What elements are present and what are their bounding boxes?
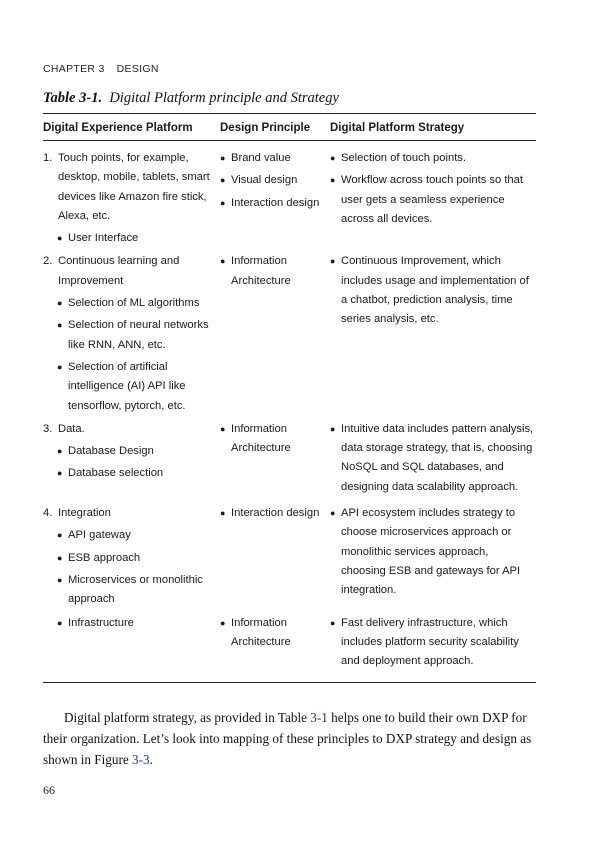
strategy-item: ● Workflow across touch points so that user gets a seamless experience across all devices.	[330, 171, 536, 229]
strategy-cell	[330, 420, 536, 500]
principle-item: ● Visual design	[220, 171, 330, 190]
principle-strategy-table	[43, 113, 536, 683]
body-paragraph: Digital platform strategy, as provided in Table 3-1 helps one to build their own DXP for their organization. Let’s look into mapping of these principles to DXP strategy and design as shown in Figure 3-3.	[43, 710, 532, 767]
bullet-icon: ●	[57, 320, 63, 331]
principle-cell	[220, 504, 330, 609]
bullet-icon: ●	[220, 256, 226, 267]
platform-sub-item: ● Database Design	[43, 442, 220, 461]
header-strategy: Digital Platform Strategy	[330, 122, 465, 134]
platform-sub-item: ● Infrastructure	[43, 614, 220, 633]
principle-item: ● Information Architecture	[220, 420, 330, 459]
section-label: DESIGN	[116, 63, 159, 75]
bullet-icon: ●	[57, 530, 63, 541]
bullet-icon: ●	[57, 552, 63, 563]
strategy-item: ● Selection of touch points.	[330, 149, 536, 168]
strategy-item: ● Continuous Improvement, which includes usage and implementation of a chatbot, prediction analysis, time series analysis, etc.	[330, 252, 536, 329]
principle-cell	[220, 614, 330, 675]
platform-lead	[43, 149, 220, 226]
bullet-icon: ●	[330, 617, 336, 628]
platform-lead	[43, 504, 220, 523]
header-principle: Design Principle	[220, 122, 311, 134]
platform-sub-item: ● Microservices or monolithic approach	[43, 571, 220, 610]
principle-item: ● Interaction design	[220, 504, 330, 523]
row-number: 1.	[43, 152, 53, 164]
bullet-icon: ●	[330, 256, 336, 267]
strategy-cell	[330, 252, 536, 415]
platform-sub-item: ● ESB approach	[43, 549, 220, 568]
bullet-icon: ●	[220, 175, 226, 186]
table-reference-link[interactable]: 3-1	[310, 710, 328, 725]
bullet-icon: ●	[220, 197, 226, 208]
running-header	[43, 63, 159, 75]
chapter-label: CHAPTER 3	[43, 63, 105, 75]
platform-text: Data.	[58, 422, 85, 435]
bullet-icon: ●	[57, 361, 63, 372]
table-row	[43, 141, 536, 248]
table-row	[43, 420, 536, 500]
bullet-icon: ●	[57, 468, 63, 479]
bullet-icon: ●	[220, 153, 226, 163]
strategy-cell	[330, 504, 536, 609]
platform-sub-item: ● Database selection	[43, 464, 220, 483]
platform-cell	[43, 420, 220, 500]
strategy-cell	[330, 149, 536, 248]
strategy-item: ● Intuitive data includes pattern analysis, data storage strategy, that is, choosing NoSQL and SQL databases, and designing data scalability approach.	[330, 420, 536, 497]
platform-text: Integration	[58, 507, 111, 520]
table-caption-label: Table 3-1.	[43, 90, 103, 106]
table-header-row	[43, 114, 536, 141]
principle-cell	[220, 420, 330, 500]
bullet-icon: ●	[220, 423, 226, 434]
table-caption-title: Digital Platform principle and Strategy	[109, 90, 339, 106]
page-number: 66	[43, 783, 55, 797]
platform-text: Continuous learning and Improvement	[58, 255, 180, 287]
bullet-icon: ●	[57, 574, 63, 585]
bullet-icon: ●	[57, 298, 63, 309]
bullet-icon: ●	[220, 508, 226, 519]
platform-text: Touch points, for example, desktop, mobile, tablets, smart devices like Amazon fire stick, Alexa, etc.	[58, 152, 210, 222]
principle-cell	[220, 252, 330, 415]
platform-lead	[43, 420, 220, 439]
strategy-item: ● API ecosystem includes strategy to choose microservices approach or monolithic services approach, choosing ESB and gateways for API integration.	[330, 504, 536, 600]
figure-reference-link[interactable]: 3-3	[132, 752, 150, 767]
platform-cell	[43, 149, 220, 248]
platform-sub-item: ● API gateway	[43, 526, 220, 545]
bullet-icon: ●	[330, 423, 336, 434]
bullet-icon: ●	[57, 446, 63, 457]
principle-item: ● Information Architecture	[220, 614, 330, 653]
principle-item: ● Brand value	[220, 149, 330, 168]
row-number: 3.	[43, 422, 53, 435]
bullet-icon: ●	[330, 153, 336, 163]
platform-sub-item: ● Selection of artificial intelligence (AI) API like tensorflow, pytorch, etc.	[43, 358, 220, 416]
table-row	[43, 614, 536, 683]
bullet-icon: ●	[220, 617, 226, 628]
bullet-icon: ●	[57, 617, 63, 628]
bullet-icon: ●	[330, 175, 336, 186]
strategy-item: ● Fast delivery infrastructure, which includes platform security scalability and deployment approach.	[330, 614, 536, 672]
platform-lead	[43, 252, 220, 291]
bullet-icon: ●	[57, 233, 63, 244]
platform-sub-item: ● Selection of ML algorithms	[43, 294, 220, 313]
principle-item: ● Interaction design	[220, 194, 330, 213]
row-number: 4.	[43, 507, 53, 520]
table-row	[43, 504, 536, 609]
platform-cell	[43, 614, 220, 675]
principle-item: ● Information Architecture	[220, 252, 330, 291]
row-number: 2.	[43, 255, 53, 268]
platform-sub-item: ● User Interface	[43, 229, 220, 248]
principle-cell	[220, 149, 330, 248]
bullet-icon: ●	[330, 508, 336, 519]
table-caption	[43, 90, 339, 107]
table-row	[43, 252, 536, 415]
header-platform: Digital Experience Platform	[43, 122, 193, 134]
platform-cell	[43, 252, 220, 415]
platform-cell	[43, 504, 220, 609]
strategy-cell	[330, 614, 536, 675]
platform-sub-item: ● Selection of neural networks like RNN, ANN, etc.	[43, 316, 220, 355]
